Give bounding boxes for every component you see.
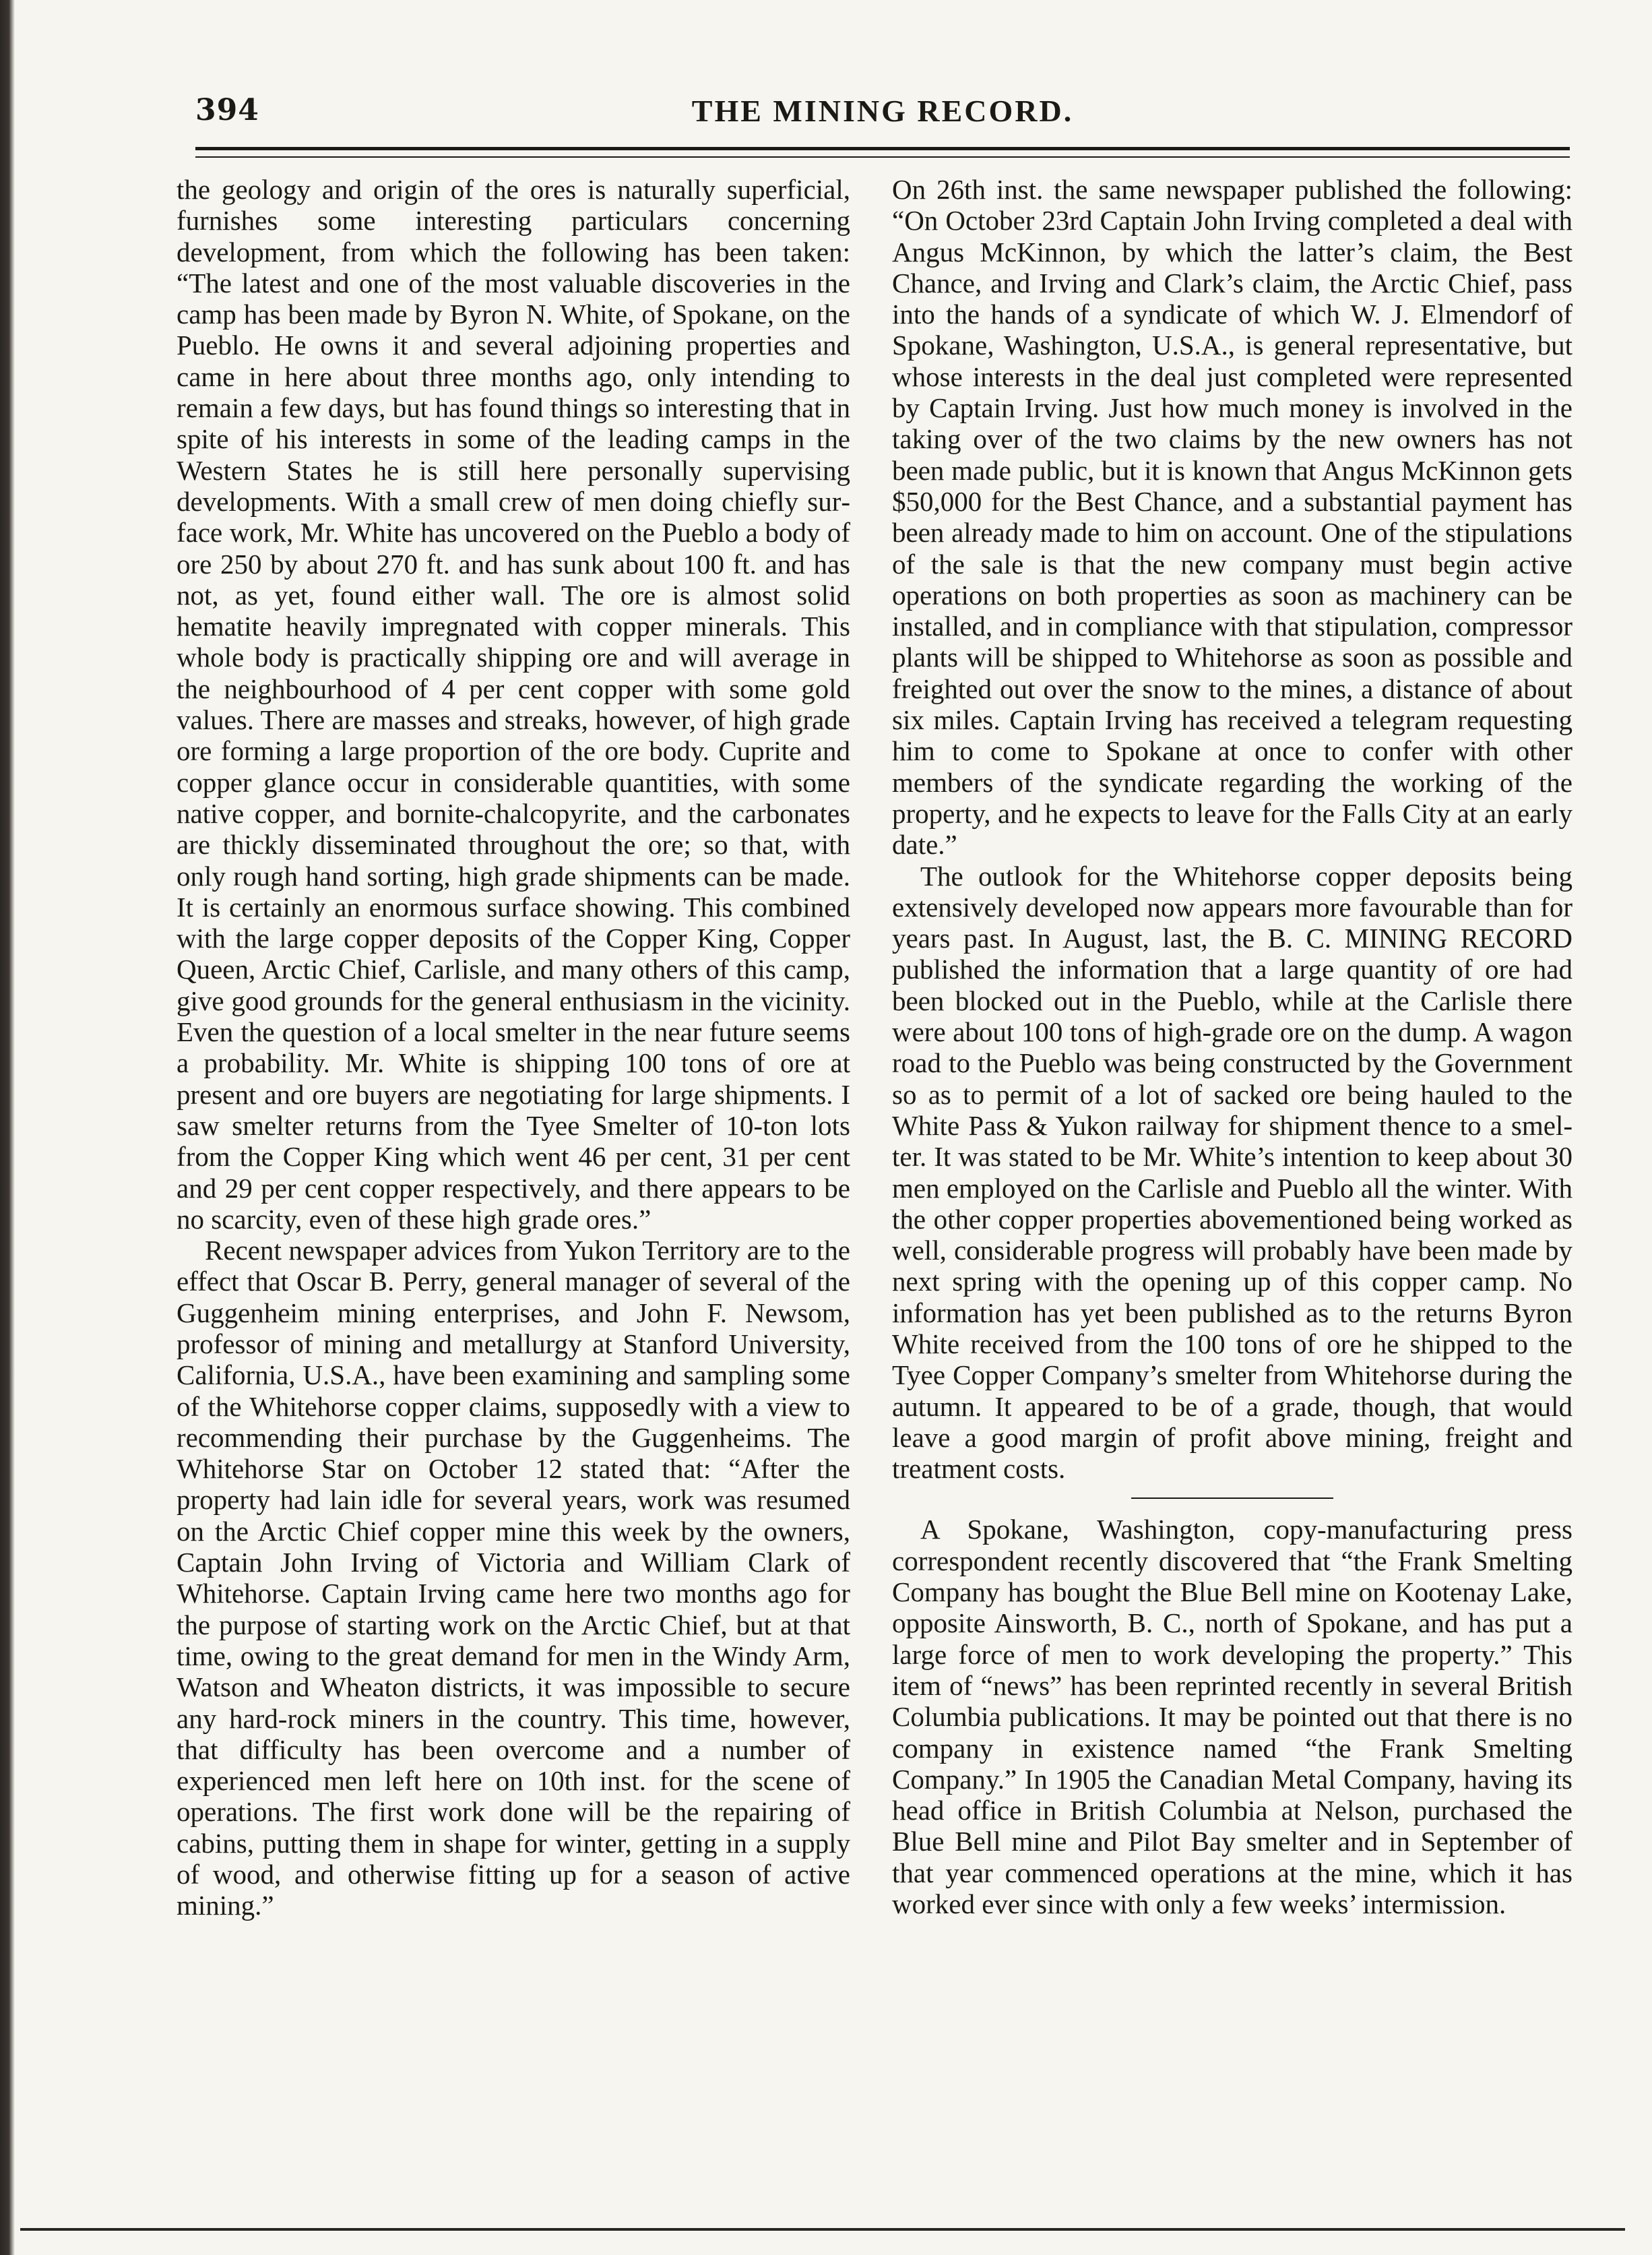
section-divider: [1131, 1497, 1333, 1499]
header-rule-thick: [195, 147, 1570, 150]
binding-edge: [0, 0, 15, 2255]
article-paragraph: The outlook for the Whitehorse copper deposits being extensively developed now appears more favourable than for years past. In August, last, the B. C. MINING RECORD published the information that a large quantity of ore had been blocked out in the Pueblo, while at the Carlisle there were about 100 tons of high-grade ore on the dump. A wagon road to the Pueblo was being constructed by the Government so as to permit of a lot of sacked ore being hauled to the White Pass & Yukon railway for shipment thence to a smelter. It was stated to be Mr. White’s intention to keep about 30 men employed on the Carlisle and Pueblo all the winter. With the other copper properties abovementioned being worked as well, considerable progress will probably have been made by next spring with the opening up of this copper camp. No information has yet been published as to the returns Byron White received from the 100 tons of ore he shipped to the Tyee Copper Company’s smelter from Whitehorse during the autumn. It appeared to be of a grade, though, that would leave a good margin of profit above mining, freight and treatment costs.: [892, 860, 1572, 1485]
bottom-edge-rule: [20, 2228, 1625, 2231]
article-paragraph: A Spokane, Washington, copy-manufacturing press correspondent recently discovered that “the Frank Smelting Company has bought the Blue Bell mine on Kootenay Lake, opposite Ainsworth, B. C., north of Spokane, and has put a large force of men to work developing the property.” This item of “news” has been reprinted recently in several British Columbia publications. It may be pointed out that there is no company in existence named “the Frank Smelting Company.” In 1905 the Canadian Metal Company, having its head office in British Columbia at Nelson, purchased the Blue Bell mine and Pilot Bay smelter and in September of that year commenced operations at the mine, which it has worked ever since with only a few weeks’ intermission.: [892, 1514, 1572, 1920]
article-paragraph: On 26th inst. the same newspaper published the following: “On October 23rd Captain John Irving completed a deal with Angus McKinnon, by which the latter’s claim, the Best Chance, and Irving and Clark’s claim, the Arctic Chief, pass into the hands of a syndicate of which W. J. Elmendorf of Spokane, Washington, U.S.A., is general representative, but whose interests in the deal just completed were represented by Captain Irving. Just how much money is involved in the taking over of the two claims by the new owners has not been made public, but it is known that Angus McKinnon gets $50,000 for the Best Chance, and a substantial payment has been already made to him on account. One of the stipulations of the sale is that the new company must begin active operations on both properties as soon as machinery can be installed, and in compliance with that stipulation, compressor plants will be shipped to Whitehorse as soon as possible and freighted out over the snow to the mines, a distance of about six miles. Captain Irving has received a telegram requesting him to come to Spokane at once to confer with other members of the syndicate regarding the working of the property, and he expects to leave for the Falls City at an early date.”: [892, 174, 1572, 861]
running-title: THE MINING RECORD.: [691, 94, 1074, 128]
article-paragraph: the geology and origin of the ores is naturally superficial, furnishes some interesting particulars concerning development, from which the following has been taken: “The latest and one of the most valuable discoveries in the camp has been made by Byron N. White, of Spokane, on the Pueblo. He owns it and several adjoining properties and came in here about three months ago, only intending to remain a few days, but has found things so interesting that in spite of his interests in some of the leading camps in the Western States he is still here personally supervising developments. With a small crew of men doing chiefly surface work, Mr. White has uncovered on the Pueblo a body of ore 250 by about 270 ft. and has sunk about 100 ft. and has not, as yet, found either wall. The ore is almost solid hematite heavily impregnated with copper minerals. This whole body is practically shipping ore and will average in the neighbourhood of 4 per cent copper with some gold values. There are masses and streaks, however, of high grade ore forming a large proportion of the ore body. Cuprite and copper glance occur in considerable quantities, with some native copper, and bornite-chalcopyrite, and the carbonates are thickly disseminated throughout the ore; so that, with only rough hand sorting, high grade shipments can be made. It is certainly an enormous surface showing. This combined with the large copper deposits of the Copper King, Copper Queen, Arctic Chief, Carlisle, and many others of this camp, give good grounds for the general enthusiasm in the vicinity. Even the question of a local smelter in the near future seems a probability. Mr. White is shipping 100 tons of ore at present and ore buyers are negotiating for large shipments. I saw smelter returns from the Tyee Smelter of 10-ton lots from the Copper King which went 46 per cent, 31 per cent and 29 per cent copper respectively, and there appears to be no scarcity, even of these high grade ores.”: [177, 174, 850, 1235]
page-header: [195, 93, 1570, 140]
article-paragraph: Recent newspaper advices from Yukon Territory are to the effect that Oscar B. Perry, general manager of several of the Guggenheim mining enterprises, and John F. Newsom, professor of mining and metallurgy at Stanford University, California, U.S.A., have been examining and sampling some of the Whitehorse copper claims, supposedly with a view to recommending their purchase by the Guggenheims. The Whitehorse Star on October 12 stated that: “After the property had lain idle for several years, work was resumed on the Arctic Chief copper mine this week by the owners, Captain John Irving of Victoria and William Clark of Whitehorse. Captain Irving came here two months ago for the purpose of starting work on the Arctic Chief, but at that time, owing to the great demand for men in the Windy Arm, Watson and Wheaton districts, it was impossible to secure any hard-rock miners in the country. This time, however, that difficulty has been overcome and a number of experienced men left here on 10th inst. for the scene of operations. The first work done will be the repairing of cabins, putting them in shape for winter, getting in a supply of wood, and otherwise fitting up for a season of active mining.”: [177, 1235, 850, 1921]
left-column: [177, 174, 850, 1921]
right-column: [892, 174, 1572, 1919]
page-number: 394: [195, 93, 259, 127]
header-rule-thin: [195, 156, 1570, 158]
